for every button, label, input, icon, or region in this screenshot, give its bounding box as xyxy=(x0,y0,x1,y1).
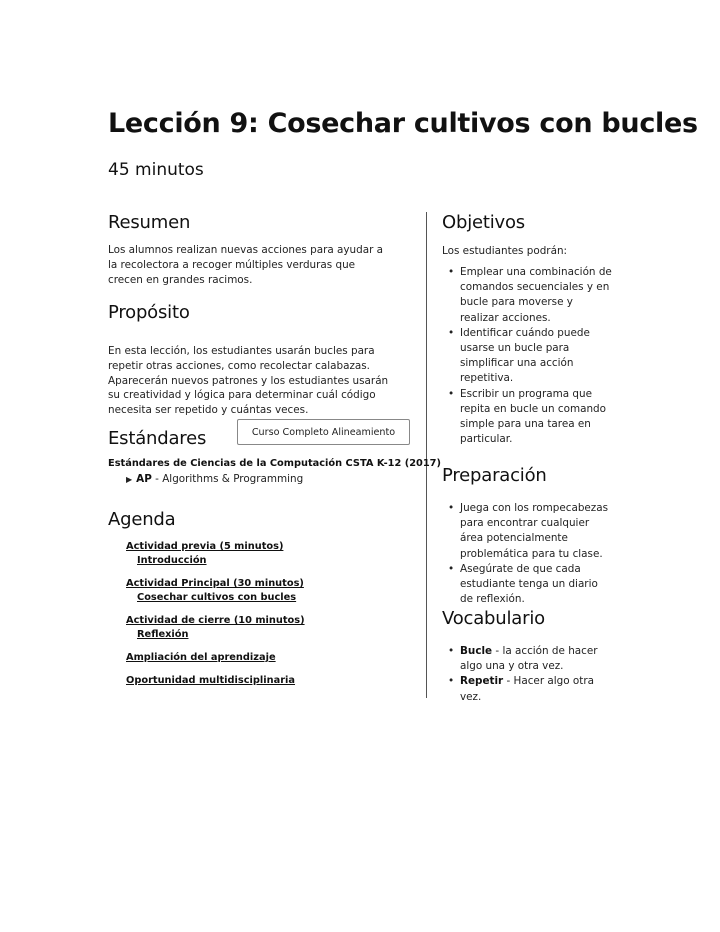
standards-heading: Estándares xyxy=(108,428,207,449)
vocab-definition: - Hacer algo otra vez. xyxy=(460,675,594,703)
list-item: • Asegúrate de que cada estudiante tenga un diario de reflexión. xyxy=(442,562,614,608)
left-column xyxy=(108,212,441,686)
vocab-item xyxy=(442,674,614,704)
list-item: • Escribir un programa que repita en bucle un comando simple para una tarea en particular. xyxy=(442,387,614,448)
purpose-text: En esta lección, los estudiantes usarán bucles para repetir otras acciones, como recolectar calabazas. Aparecerán nuevos patrones y los estudiantes usarán su creatividad y lógica para determinar cuál código necesita ser repetido y cuántas veces. xyxy=(108,345,389,417)
lesson-duration: 45 minutos xyxy=(108,160,204,180)
vocab-item xyxy=(442,644,614,674)
page-title: Lección 9: Cosechar cultivos con bucles xyxy=(108,108,698,139)
agenda-link-intro[interactable]: Introducción xyxy=(137,555,207,566)
vocabulary-list xyxy=(442,644,614,705)
list-item: • Identificar cuándo puede usarse un bucle para simplificar una acción repetitiva. xyxy=(442,326,614,387)
agenda-link-warmup[interactable]: Actividad previa (5 minutos) xyxy=(126,541,284,552)
agenda-group-interdisciplinary xyxy=(126,674,305,688)
agenda-group-wrapup xyxy=(126,614,305,642)
objectives-intro: Los estudiantes podrán: xyxy=(442,245,568,257)
agenda-group-extension xyxy=(126,651,305,665)
column-divider xyxy=(426,212,427,698)
agenda-heading: Agenda xyxy=(108,509,176,530)
vocabulary-heading: Vocabulario xyxy=(442,608,545,629)
agenda-link-extension[interactable]: Ampliación del aprendizaje xyxy=(126,652,276,663)
preparation-heading: Preparación xyxy=(442,465,547,486)
standard-code: AP xyxy=(136,473,152,485)
objectives-list xyxy=(442,265,622,447)
preparation-list xyxy=(442,501,614,607)
agenda-link-main-activity[interactable]: Actividad Principal (30 minutos) xyxy=(126,578,304,589)
list-item: • Emplear una combinación de comandos secuenciales y en bucle para moverse y realizar acciones. xyxy=(442,265,614,326)
right-column xyxy=(442,212,622,703)
agenda-group-warmup xyxy=(126,540,305,568)
purpose-heading: Propósito xyxy=(108,302,190,323)
summary-heading: Resumen xyxy=(108,212,191,233)
agenda-link-harvest[interactable]: Cosechar cultivos con bucles xyxy=(137,592,297,603)
standards-framework: Estándares de Ciencias de la Computación CSTA K-12 (2017) xyxy=(108,458,441,469)
vocab-term: Bucle xyxy=(460,645,493,657)
vocab-definition: - la acción de hacer algo una y otra vez. xyxy=(460,645,598,673)
standard-label: - Algorithms & Programming xyxy=(155,473,304,485)
agenda-link-interdisciplinary[interactable]: Oportunidad multidisciplinaria xyxy=(126,675,296,686)
summary-text: Los alumnos realizan nuevas acciones para ayudar a la recolectora a recoger múltiples verduras que crecen en grandes racimos. xyxy=(108,244,384,286)
agenda-group-main xyxy=(126,577,305,605)
vocab-term: Repetir xyxy=(460,675,504,688)
agenda-link-reflection[interactable]: Reflexión xyxy=(137,629,189,640)
alignment-button[interactable]: Curso Completo Alineamiento xyxy=(237,419,410,445)
standard-item-ap[interactable] xyxy=(126,473,303,485)
list-item: • Juega con los rompecabezas para encontrar cualquier área potencialmente problemática para tu clase. xyxy=(442,501,614,562)
expand-triangle-icon[interactable]: ▶ xyxy=(126,475,133,484)
objectives-heading: Objetivos xyxy=(442,212,525,233)
agenda-link-wrapup[interactable]: Actividad de cierre (10 minutos) xyxy=(126,615,305,626)
agenda-list xyxy=(126,540,305,697)
